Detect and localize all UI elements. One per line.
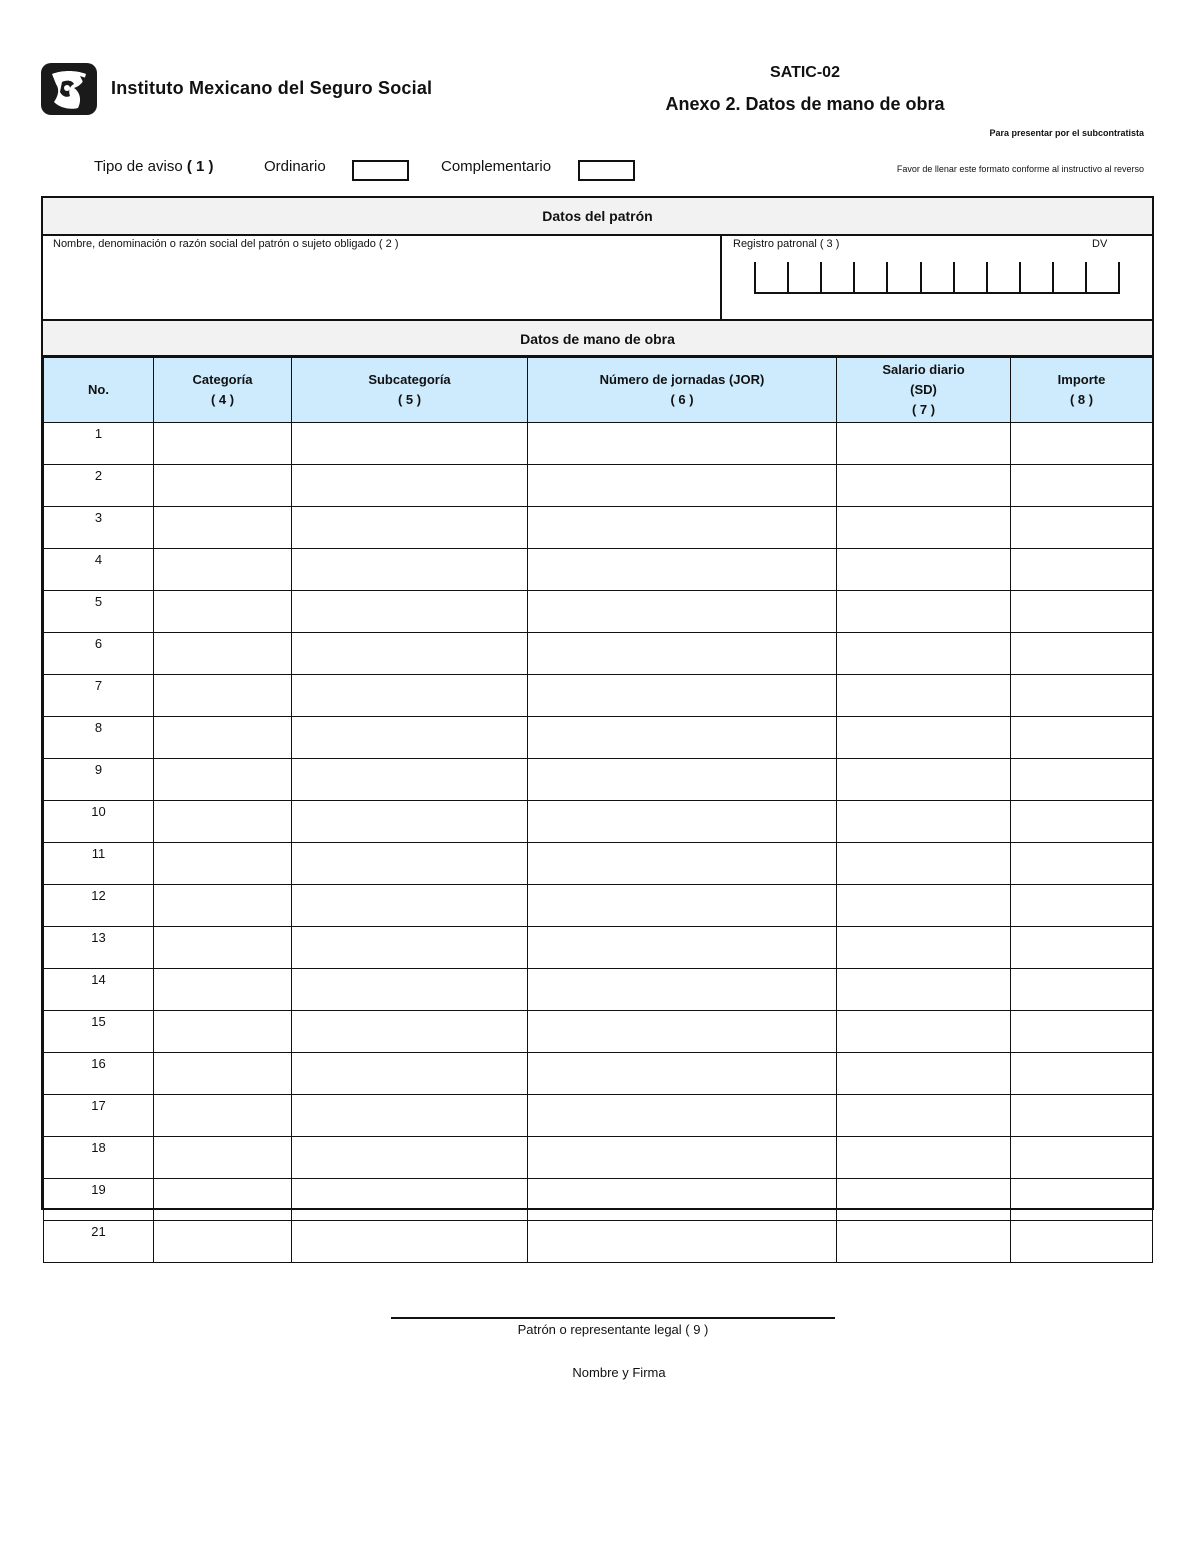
subcategoria-cell[interactable] [292,801,528,843]
subcategoria-cell[interactable] [292,1053,528,1095]
header-line: ( 8 ) [1069,392,1094,407]
subcategoria-cell[interactable] [292,1221,528,1263]
jornadas-cell[interactable] [528,717,837,759]
row-number: 5 [44,591,154,633]
header-line: Salario diario [882,362,965,377]
salario-cell[interactable] [837,1137,1011,1179]
importe-cell[interactable] [1011,1179,1153,1221]
categoria-cell[interactable] [154,1095,292,1137]
importe-cell[interactable] [1011,549,1153,591]
categoria-cell[interactable] [154,1011,292,1053]
imss-logo [40,62,98,116]
subcategoria-cell[interactable] [292,423,528,465]
importe-cell[interactable] [1011,969,1153,1011]
table-row [44,717,1153,759]
categoria-cell[interactable] [154,675,292,717]
subcategoria-cell[interactable] [292,1179,528,1221]
form-title: Anexo 2. Datos de mano de obra [665,94,945,114]
categoria-cell[interactable] [154,591,292,633]
jornadas-cell[interactable] [528,1221,837,1263]
salario-cell[interactable] [837,1221,1011,1263]
column-header-categoria [154,358,292,423]
salario-cell[interactable] [837,633,1011,675]
salario-cell[interactable] [837,549,1011,591]
institution-name: Instituto Mexicano del Seguro Social [111,78,433,98]
salario-cell[interactable] [837,885,1011,927]
jornadas-cell[interactable] [528,759,837,801]
table-row [44,1179,1153,1221]
jornadas-cell[interactable] [528,1095,837,1137]
row-number: 18 [44,1137,154,1179]
table-row [44,1137,1153,1179]
salario-cell[interactable] [837,1053,1011,1095]
header-line: Número de jornadas (JOR) [599,372,765,387]
importe-cell[interactable] [1011,843,1153,885]
row-number: 14 [44,969,154,1011]
aviso-label [94,158,214,175]
header-line: ( 5 ) [397,392,422,407]
importe-cell[interactable] [1011,927,1153,969]
salario-cell[interactable] [837,759,1011,801]
salario-cell[interactable] [837,969,1011,1011]
row-number: 1 [44,423,154,465]
registry-tick [820,262,822,294]
categoria-cell[interactable] [154,1179,292,1221]
jornadas-cell[interactable] [528,591,837,633]
column-header-subcategoria [292,358,528,423]
importe-cell[interactable] [1011,633,1153,675]
categoria-cell[interactable] [154,633,292,675]
header-line: Importe [1057,372,1106,387]
row-number: 12 [44,885,154,927]
salario-cell[interactable] [837,717,1011,759]
row-number: 10 [44,801,154,843]
importe-cell[interactable] [1011,591,1153,633]
importe-cell[interactable] [1011,801,1153,843]
importe-cell[interactable] [1011,885,1153,927]
jornadas-cell[interactable] [528,507,837,549]
row-number: 9 [44,759,154,801]
table-row [44,465,1153,507]
jornadas-cell[interactable] [528,1179,837,1221]
table-row [44,423,1153,465]
table-row [44,1011,1153,1053]
registry-tick [920,262,922,294]
aviso-number: ( 1 ) [186,158,214,175]
patron-name-label: Nombre, denominación o razón social del patrón o sujeto obligado ( 2 ) [53,238,399,250]
categoria-cell[interactable] [154,969,292,1011]
table-row [44,591,1153,633]
row-number: 19 [44,1179,154,1221]
jornadas-cell[interactable] [528,801,837,843]
importe-cell[interactable] [1011,1137,1153,1179]
registry-tick [754,262,756,294]
row-number: 3 [44,507,154,549]
categoria-cell[interactable] [154,507,292,549]
categoria-cell[interactable] [154,465,292,507]
table-row [44,1095,1153,1137]
subcategoria-cell[interactable] [292,885,528,927]
jornadas-cell[interactable] [528,465,837,507]
importe-cell[interactable] [1011,759,1153,801]
salario-cell[interactable] [837,801,1011,843]
header-line: (SD) [910,382,937,397]
registry-label: Registro patronal ( 3 ) [733,238,840,250]
jornadas-cell[interactable] [528,423,837,465]
categoria-cell[interactable] [154,885,292,927]
registry-tick [986,262,988,294]
jornadas-cell[interactable] [528,969,837,1011]
form-frame [41,196,1154,1239]
table-row [44,927,1153,969]
registry-tick [1085,262,1087,294]
importe-cell[interactable] [1011,423,1153,465]
presenter-note: Para presentar por el subcontratista [989,128,1144,138]
table-row [44,1221,1153,1263]
signature-line [391,1317,835,1319]
complementario-checkbox[interactable] [578,160,635,181]
registry-tick [1019,262,1021,294]
importe-cell[interactable] [1011,675,1153,717]
subcategoria-cell[interactable] [292,591,528,633]
salario-cell[interactable] [837,465,1011,507]
patron-section-title: Datos del patrón [43,198,1152,236]
labor-section-title: Datos de mano de obra [43,319,1152,357]
salario-cell[interactable] [837,843,1011,885]
row-number: 8 [44,717,154,759]
row-number: 13 [44,927,154,969]
subcategoria-cell[interactable] [292,843,528,885]
table-row [44,801,1153,843]
signature-sublabel: Nombre y Firma [572,1365,666,1380]
registry-tick [1118,262,1120,294]
table-row [44,633,1153,675]
row-number: 21 [44,1221,154,1263]
importe-cell[interactable] [1011,1221,1153,1263]
column-header-salario [837,358,1011,423]
subcategoria-cell[interactable] [292,1137,528,1179]
registry-baseline [754,292,1120,294]
subcategoria-cell[interactable] [292,465,528,507]
header-line: No. [88,382,109,397]
jornadas-cell[interactable] [528,1053,837,1095]
table-row [44,507,1153,549]
option-ordinario-label: Ordinario [264,158,326,175]
importe-cell[interactable] [1011,465,1153,507]
subcategoria-cell[interactable] [292,717,528,759]
row-number: 17 [44,1095,154,1137]
subcategoria-cell[interactable] [292,1095,528,1137]
row-number: 15 [44,1011,154,1053]
jornadas-cell[interactable] [528,843,837,885]
ordinario-checkbox[interactable] [352,160,409,181]
salario-cell[interactable] [837,927,1011,969]
categoria-cell[interactable] [154,423,292,465]
jornadas-cell[interactable] [528,885,837,927]
form-code: SATIC-02 [770,64,840,81]
categoria-cell[interactable] [154,1137,292,1179]
importe-cell[interactable] [1011,1095,1153,1137]
signature-label: Patrón o representante legal ( 9 ) [517,1322,709,1337]
importe-cell[interactable] [1011,507,1153,549]
option-complementario-label: Complementario [441,158,552,175]
header-line: Categoría [192,372,253,387]
registry-tick [886,262,888,294]
categoria-cell[interactable] [154,759,292,801]
categoria-cell[interactable] [154,1221,292,1263]
salario-cell[interactable] [837,507,1011,549]
subcategoria-cell[interactable] [292,675,528,717]
salario-cell[interactable] [837,423,1011,465]
registry-tick [853,262,855,294]
registry-tick [953,262,955,294]
salario-cell[interactable] [837,1011,1011,1053]
table-row [44,549,1153,591]
table-row [44,1053,1153,1095]
jornadas-cell[interactable] [528,549,837,591]
categoria-cell[interactable] [154,717,292,759]
subcategoria-cell[interactable] [292,927,528,969]
registry-tick [1052,262,1054,294]
column-header-importe [1011,358,1153,423]
header-line: ( 4 ) [210,392,235,407]
subcategoria-cell[interactable] [292,759,528,801]
header-line: ( 7 ) [911,402,936,417]
row-number: 4 [44,549,154,591]
categoria-cell[interactable] [154,927,292,969]
instructions-note: Favor de llenar este formato conforme al instructivo al reverso [896,164,1144,174]
header-line: ( 6 ) [670,392,694,407]
salario-cell[interactable] [837,1179,1011,1221]
row-number: 16 [44,1053,154,1095]
jornadas-cell[interactable] [528,927,837,969]
row-number: 2 [44,465,154,507]
subcategoria-cell[interactable] [292,969,528,1011]
salario-cell[interactable] [837,591,1011,633]
header-line: Subcategoría [368,372,451,387]
jornadas-cell[interactable] [528,675,837,717]
importe-cell[interactable] [1011,1053,1153,1095]
column-header-jornadas [528,358,837,423]
row-number: 7 [44,675,154,717]
table-row [44,675,1153,717]
table-row [44,885,1153,927]
categoria-cell[interactable] [154,1053,292,1095]
row-number: 11 [44,843,154,885]
aviso-label-text: Tipo de aviso [94,158,183,175]
dv-label: DV [1092,238,1108,250]
registry-tick [787,262,789,294]
subcategoria-cell[interactable] [292,1011,528,1053]
subcategoria-cell[interactable] [292,633,528,675]
categoria-cell[interactable] [154,549,292,591]
row-number: 6 [44,633,154,675]
salario-cell[interactable] [837,1095,1011,1137]
jornadas-cell[interactable] [528,633,837,675]
table-row [44,759,1153,801]
subcategoria-cell[interactable] [292,507,528,549]
importe-cell[interactable] [1011,717,1153,759]
registry-digit-boxes[interactable] [754,262,1120,294]
labor-table [43,357,1153,1263]
salario-cell[interactable] [837,675,1011,717]
categoria-cell[interactable] [154,801,292,843]
table-row [44,843,1153,885]
importe-cell[interactable] [1011,1011,1153,1053]
table-row [44,969,1153,1011]
jornadas-cell[interactable] [528,1011,837,1053]
jornadas-cell[interactable] [528,1137,837,1179]
labor-table-header [44,358,1153,423]
subcategoria-cell[interactable] [292,549,528,591]
column-header-no [44,358,154,423]
patron-divider [720,236,722,319]
categoria-cell[interactable] [154,843,292,885]
